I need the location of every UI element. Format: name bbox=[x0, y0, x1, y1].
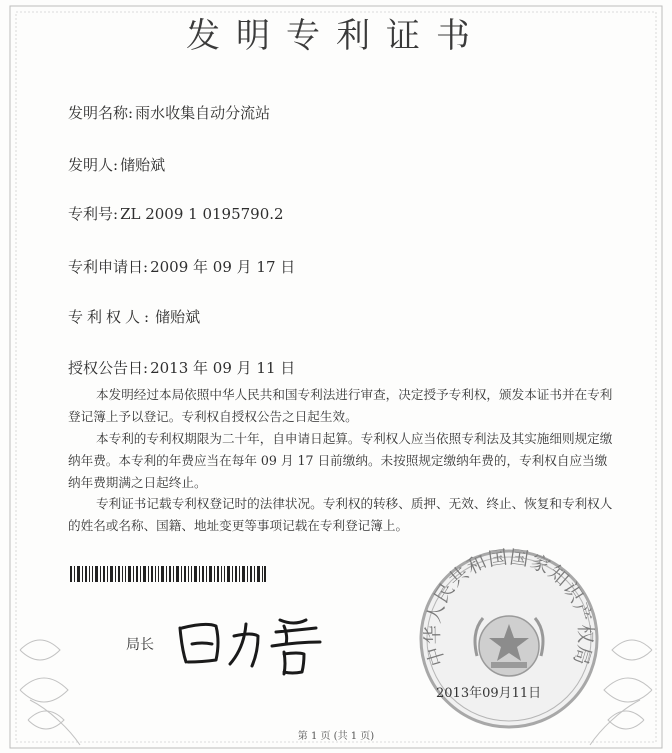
field-inventor bbox=[68, 154, 165, 175]
field-value: 2009 年 09 月 17 日 bbox=[150, 258, 296, 276]
field-patentee bbox=[68, 306, 200, 327]
paragraph-legal-status bbox=[68, 493, 616, 537]
certificate-title: 发明专利证书 bbox=[186, 16, 486, 56]
paragraph-term bbox=[68, 428, 616, 494]
field-application-date bbox=[68, 256, 295, 277]
paragraph-text: 本发明经过本局依照中华人民共和国专利法进行审查，决定授予专利权，颁发本证书并在专利登记簿上予以登记。专利权自授权公告之日起生效。 bbox=[68, 387, 613, 424]
field-invention-name bbox=[68, 102, 270, 123]
field-value: ZL 2009 1 0195790.2 bbox=[120, 205, 284, 223]
svg-text:中华人民共和国国家知识产权局: 中华人民共和国国家知识产权局 bbox=[421, 546, 597, 669]
seal-date: 2013年09月11日 bbox=[436, 686, 542, 701]
field-label: 授权公告日: bbox=[68, 359, 149, 377]
field-grant-date bbox=[68, 357, 295, 378]
field-label: 专利号: bbox=[68, 205, 119, 223]
barcode bbox=[70, 566, 266, 582]
field-value: 储贻斌 bbox=[120, 156, 166, 174]
field-value: 2013 年 09 月 11 日 bbox=[150, 359, 296, 377]
field-label: 专利权人: bbox=[68, 308, 154, 326]
paragraph-text: 本专利的专利权期限为二十年，自申请日起算。专利权人应当依照专利法及其实施细则规定缴纳年费。本专利的年费应当在每年 09 月 17 日前缴纳。未按照规定缴纳年费的，专利权自应当缴纳年费期满之日起终止。 bbox=[68, 431, 613, 490]
director-label: 局长 bbox=[126, 637, 154, 653]
field-label: 发明名称: bbox=[68, 104, 134, 122]
director-signature bbox=[172, 600, 342, 680]
field-value: 雨水收集自动分流站 bbox=[135, 104, 271, 122]
state-ip-office-seal bbox=[414, 544, 604, 734]
field-value: 储贻斌 bbox=[155, 308, 201, 326]
paragraph-text: 专利证书记载专利权登记时的法律状况。专利权的转移、质押、无效、终止、恢复和专利权人的姓名或名称、国籍、地址变更等事项记载在专利登记簿上。 bbox=[68, 496, 613, 533]
field-patent-number bbox=[68, 203, 284, 224]
field-label: 发明人: bbox=[68, 156, 119, 174]
page-footer: 第 1 页 (共 1 页) bbox=[297, 731, 375, 742]
paragraph-grant bbox=[68, 384, 616, 428]
field-label: 专利申请日: bbox=[68, 258, 149, 276]
